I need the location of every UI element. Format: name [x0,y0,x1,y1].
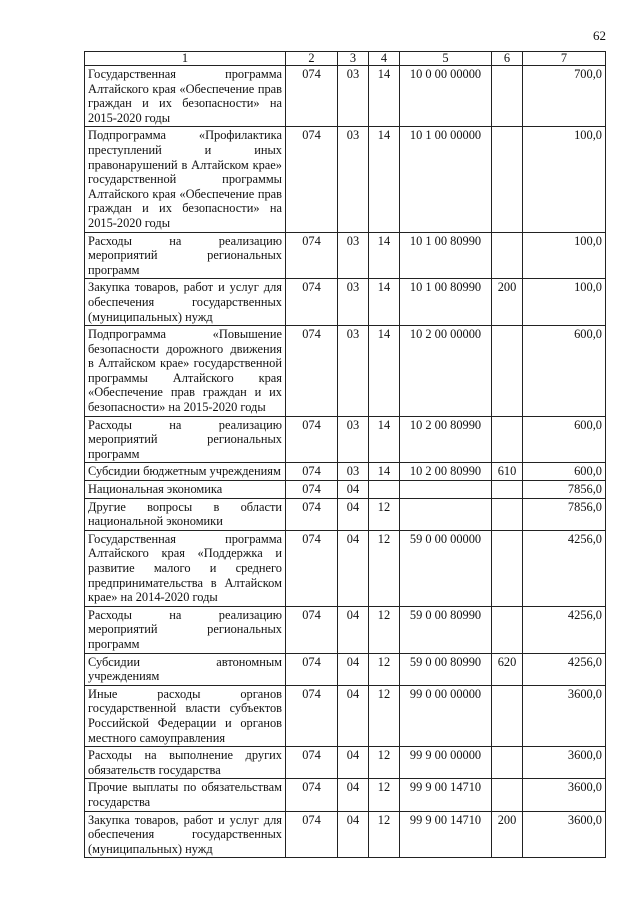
cell-pr: 14 [369,66,400,127]
cell-ved: 074 [286,530,338,606]
table-row [85,481,606,499]
cell-ved: 074 [286,279,338,326]
cell-rz: 03 [338,66,369,127]
cell-rz: 04 [338,481,369,499]
table-row [85,779,606,811]
cell-rz: 03 [338,326,369,417]
col-header-rz: 3 [338,52,369,66]
cell-sum: 3600,0 [523,747,606,779]
cell-csr: 10 2 00 80990 [400,416,492,463]
cell-ved: 074 [286,779,338,811]
cell-rz: 04 [338,779,369,811]
table-row [85,653,606,685]
cell-name: Субсидии автономным учреждениям [85,653,286,685]
cell-ved: 074 [286,653,338,685]
page-number: 62 [593,28,606,43]
cell-vr: 610 [492,463,523,481]
cell-name: Другие вопросы в области национальной экономики [85,498,286,530]
col-header-csr: 5 [400,52,492,66]
cell-rz: 04 [338,530,369,606]
cell-name: Закупка товаров, работ и услуг для обеспечения государственных (муниципальных) нужд [85,811,286,858]
cell-vr [492,747,523,779]
cell-vr [492,530,523,606]
cell-csr: 99 9 00 14710 [400,779,492,811]
cell-rz: 03 [338,416,369,463]
cell-ved: 074 [286,232,338,279]
cell-pr: 14 [369,127,400,232]
table-row [85,685,606,746]
cell-ved: 074 [286,606,338,653]
cell-vr: 200 [492,279,523,326]
cell-sum: 100,0 [523,279,606,326]
cell-sum: 3600,0 [523,685,606,746]
cell-ved: 074 [286,463,338,481]
cell-rz: 04 [338,685,369,746]
cell-sum: 4256,0 [523,530,606,606]
cell-name: Государственная программа Алтайского края «Поддержка и развитие малого и среднего предпринимательства в Алтайском крае» на 2014-2020 годы [85,530,286,606]
cell-rz: 04 [338,811,369,858]
cell-sum: 7856,0 [523,481,606,499]
cell-csr [400,498,492,530]
cell-rz: 04 [338,606,369,653]
table-row [85,463,606,481]
cell-pr: 14 [369,416,400,463]
cell-name: Субсидии бюджетным учреждениям [85,463,286,481]
cell-rz: 04 [338,498,369,530]
cell-csr: 10 1 00 80990 [400,232,492,279]
cell-pr: 12 [369,811,400,858]
cell-name: Закупка товаров, работ и услуг для обеспечения государственных (муниципальных) нужд [85,279,286,326]
table-row [85,811,606,858]
table-row [85,127,606,232]
cell-name: Прочие выплаты по обязательствам государства [85,779,286,811]
col-header-name: 1 [85,52,286,66]
cell-csr: 59 0 00 80990 [400,653,492,685]
cell-rz: 03 [338,232,369,279]
cell-rz: 04 [338,747,369,779]
cell-vr: 620 [492,653,523,685]
cell-pr: 14 [369,279,400,326]
cell-csr: 99 0 00 00000 [400,685,492,746]
cell-name: Расходы на выполнение других обязательств государства [85,747,286,779]
cell-pr: 12 [369,779,400,811]
cell-name: Государственная программа Алтайского края «Обеспечение прав граждан и их безопасности» на 2015-2020 годы [85,66,286,127]
cell-vr [492,326,523,417]
cell-pr: 12 [369,606,400,653]
cell-pr: 12 [369,653,400,685]
cell-ved: 074 [286,747,338,779]
cell-sum: 600,0 [523,326,606,417]
table-row [85,232,606,279]
cell-csr: 10 1 00 80990 [400,279,492,326]
cell-sum: 7856,0 [523,498,606,530]
cell-pr [369,481,400,499]
cell-name: Иные расходы органов государственной власти субъектов Российской Федерации и органов местного самоуправления [85,685,286,746]
cell-name: Подпрограмма «Повышение безопасности дорожного движения в Алтайском крае» государственной программы Алтайского края «Обеспечение прав граждан и их безопасности» на 2015-2020 годы [85,326,286,417]
cell-pr: 12 [369,530,400,606]
cell-sum: 600,0 [523,416,606,463]
cell-name: Расходы на реализацию мероприятий региональных программ [85,416,286,463]
cell-sum: 100,0 [523,127,606,232]
cell-rz: 03 [338,463,369,481]
cell-ved: 074 [286,127,338,232]
col-header-ved: 2 [286,52,338,66]
cell-csr: 59 0 00 00000 [400,530,492,606]
cell-ved: 074 [286,498,338,530]
cell-ved: 074 [286,66,338,127]
col-header-sum: 7 [523,52,606,66]
cell-rz: 03 [338,279,369,326]
cell-vr [492,685,523,746]
cell-ved: 074 [286,685,338,746]
cell-csr: 99 9 00 14710 [400,811,492,858]
table-row [85,326,606,417]
cell-rz: 03 [338,127,369,232]
cell-sum: 3600,0 [523,779,606,811]
cell-pr: 14 [369,463,400,481]
cell-vr [492,416,523,463]
cell-csr: 10 0 00 00000 [400,66,492,127]
cell-sum: 700,0 [523,66,606,127]
cell-ved: 074 [286,416,338,463]
cell-ved: 074 [286,326,338,417]
table-row [85,416,606,463]
cell-csr: 59 0 00 80990 [400,606,492,653]
table-row [85,747,606,779]
col-header-pr: 4 [369,52,400,66]
cell-vr [492,232,523,279]
cell-vr [492,66,523,127]
cell-csr: 10 2 00 80990 [400,463,492,481]
cell-vr [492,606,523,653]
cell-name: Подпрограмма «Профилактика преступлений и иных правонарушений в Алтайском крае» государственной программы Алтайского края «Обеспечение прав граждан и их безопасности» на 2015-2020 годы [85,127,286,232]
table-row [85,606,606,653]
cell-vr: 200 [492,811,523,858]
cell-pr: 14 [369,232,400,279]
header-row [85,52,606,66]
cell-ved: 074 [286,811,338,858]
cell-vr [492,498,523,530]
cell-pr: 14 [369,326,400,417]
cell-vr [492,481,523,499]
cell-name: Расходы на реализацию мероприятий региональных программ [85,232,286,279]
budget-table [84,51,606,858]
cell-csr: 99 9 00 00000 [400,747,492,779]
cell-csr [400,481,492,499]
cell-sum: 4256,0 [523,653,606,685]
cell-sum: 100,0 [523,232,606,279]
table-row [85,66,606,127]
cell-vr [492,779,523,811]
cell-pr: 12 [369,685,400,746]
table-row [85,279,606,326]
table-row [85,498,606,530]
cell-csr: 10 2 00 00000 [400,326,492,417]
cell-name: Расходы на реализацию мероприятий региональных программ [85,606,286,653]
cell-ved: 074 [286,481,338,499]
cell-rz: 04 [338,653,369,685]
cell-csr: 10 1 00 00000 [400,127,492,232]
cell-vr [492,127,523,232]
cell-sum: 4256,0 [523,606,606,653]
cell-sum: 600,0 [523,463,606,481]
cell-pr: 12 [369,498,400,530]
cell-pr: 12 [369,747,400,779]
cell-name: Национальная экономика [85,481,286,499]
col-header-vr: 6 [492,52,523,66]
cell-sum: 3600,0 [523,811,606,858]
table-row [85,530,606,606]
